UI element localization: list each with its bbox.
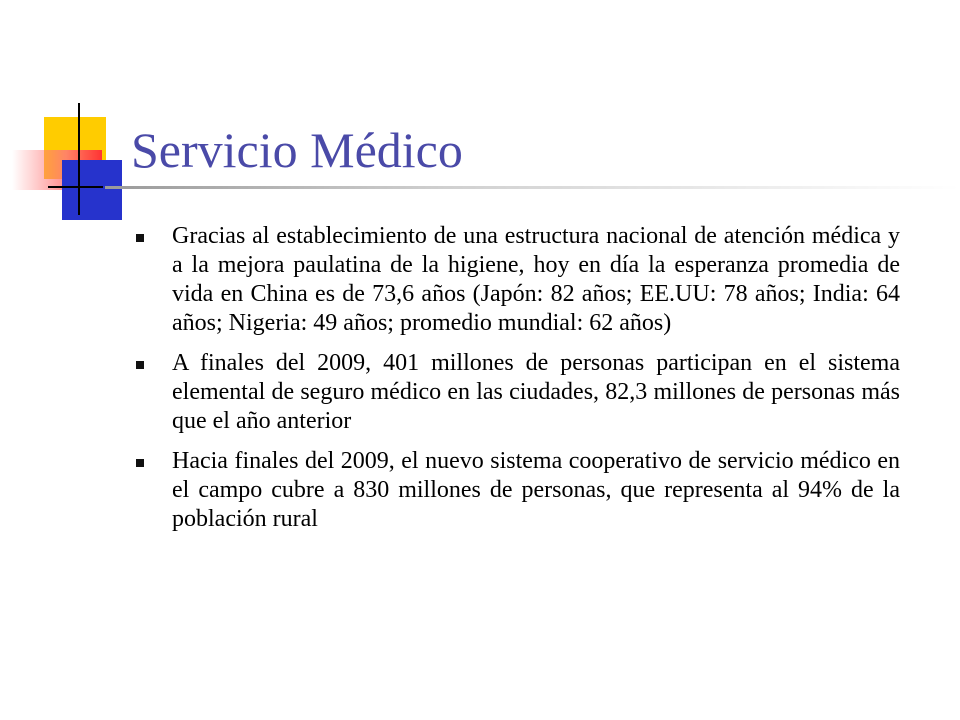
vertical-line-decoration xyxy=(78,103,80,215)
bullet-text: Gracias al establecimiento de una estructura nacional de atención médica y a la mejora paulatina de la higiene, hoy en día la esperanza promedia de vida en China es de 73,6 años (Japón: 82 años; EE.UU: 78 años; India: 64 años; Nigeria: 49 años; promedio mundial: 62 años) xyxy=(172,223,900,336)
horizontal-line-decoration xyxy=(48,186,103,188)
bullet-item xyxy=(130,447,900,534)
square-bullet-icon xyxy=(136,459,144,467)
bullet-list xyxy=(130,222,900,545)
slide-title: Servicio Médico xyxy=(131,122,463,178)
square-bullet-icon xyxy=(136,234,144,242)
blue-square-decoration xyxy=(62,160,122,220)
square-bullet-icon xyxy=(136,361,144,369)
corner-decoration xyxy=(0,0,200,230)
bullet-text: A finales del 2009, 401 millones de personas participan en el sistema elemental de seguro médico en las ciudades, 82,3 millones de personas más que el año anterior xyxy=(172,350,900,434)
title-underline xyxy=(105,186,960,189)
bullet-item xyxy=(130,222,900,338)
bullet-text: Hacia finales del 2009, el nuevo sistema cooperativo de servicio médico en el campo cubre a 830 millones de personas, que representa al 94% de la población rural xyxy=(172,448,900,532)
bullet-item xyxy=(130,349,900,436)
